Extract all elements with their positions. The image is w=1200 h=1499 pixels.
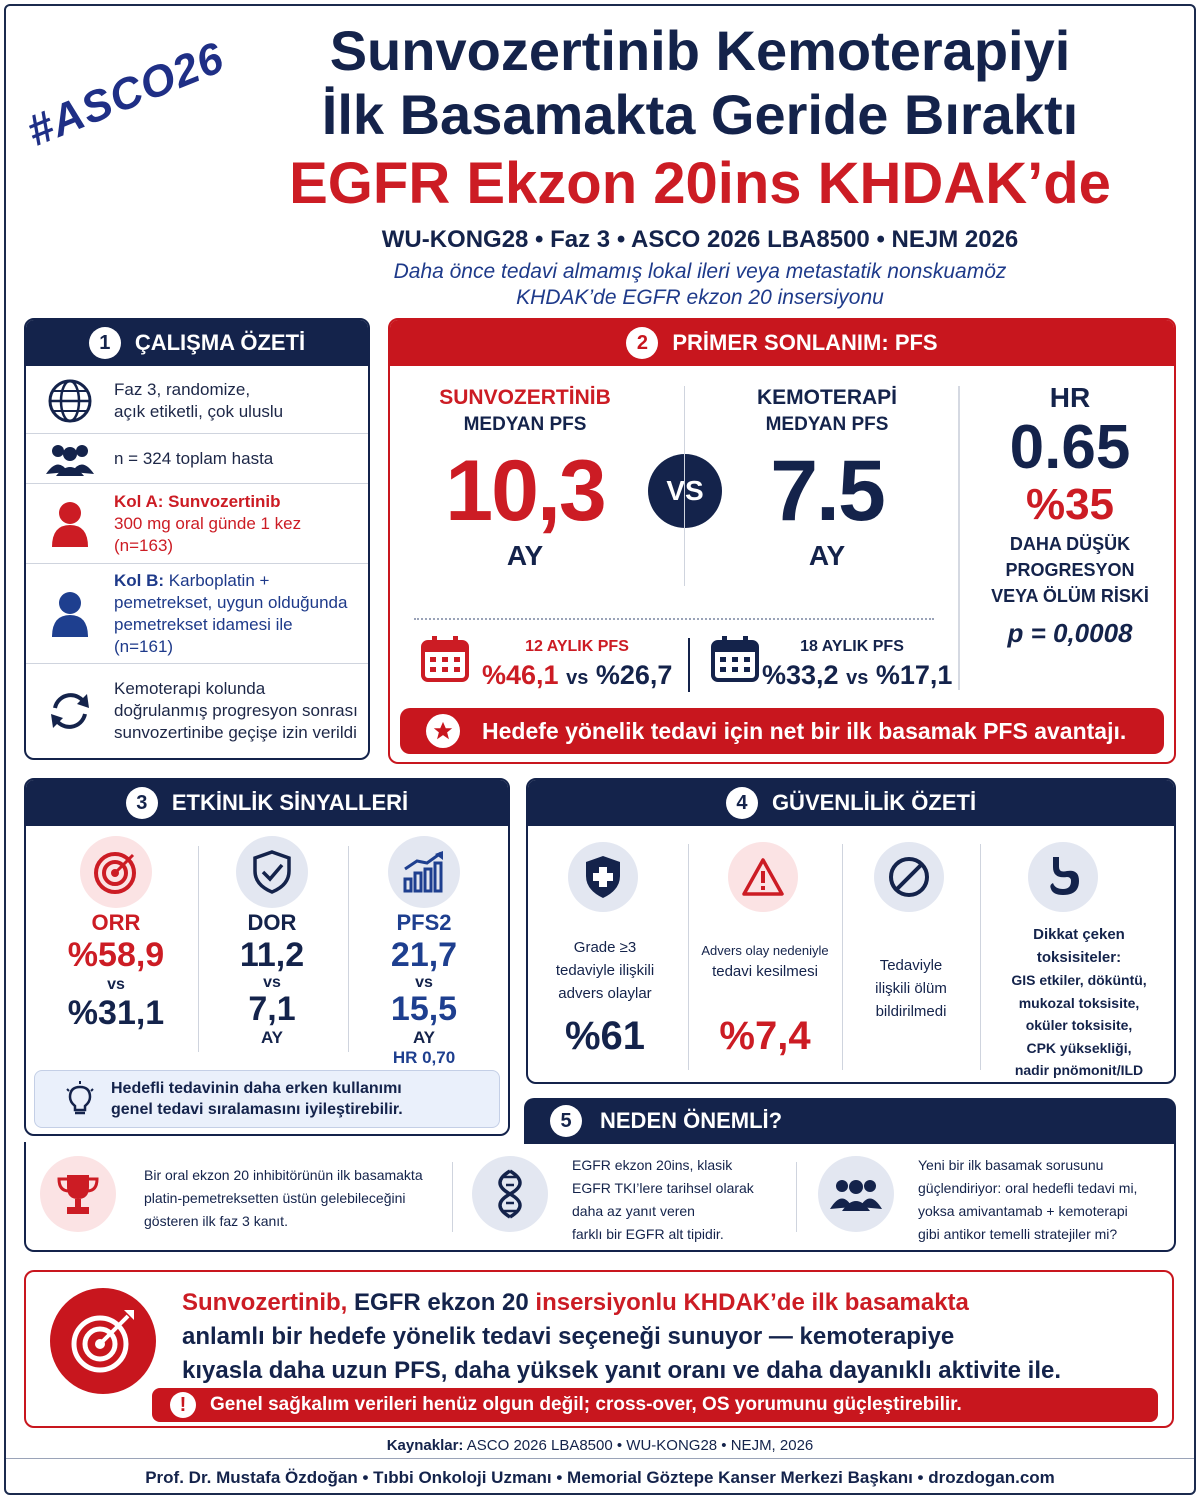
- arm-a-n: (n=163): [114, 535, 174, 555]
- section-3-header: [26, 780, 508, 826]
- subtitle-line-2: KHDAK’de EGFR ekzon 20 insersiyonu: [516, 286, 884, 309]
- arm-b-unit: AY: [808, 540, 846, 571]
- divider: [980, 844, 981, 1070]
- exclamation-icon: !: [170, 1392, 196, 1418]
- section-title: ÇALIŞMA ÖZETİ: [134, 330, 306, 355]
- arm-a-median-label: MEDYAN PFS: [463, 414, 587, 435]
- crossover-line-3: sunvozertinibe geçişe izin verildi: [114, 723, 357, 742]
- study-meta: WU-KONG28 • Faz 3 • ASCO 2026 LBA8500 • NEJM 2026: [381, 226, 1019, 253]
- prohibited-icon: [874, 842, 944, 912]
- calendar-icon-red: [420, 634, 470, 684]
- pfs18-label: 18 AYLIK PFS: [800, 638, 904, 655]
- tox-line-6: CPK yüksekliği,: [1026, 1039, 1132, 1056]
- conclusion-mutation: EGFR ekzon 20: [347, 1289, 536, 1316]
- pfs12-arm-b: %26,7: [595, 660, 673, 690]
- arm-b-drug: Karboplatin +: [164, 570, 270, 590]
- arm-b-median-pfs: 7.5: [770, 443, 884, 539]
- divider: [198, 846, 199, 1052]
- summary-row-arm-b: [26, 564, 368, 664]
- note-line-2: genel tedavi sıralamasını iyileştirebilir.: [111, 1101, 403, 1118]
- summary-row-n: [26, 434, 368, 484]
- discontinuation-line-1: Advers olay nedeniyle: [701, 943, 829, 958]
- why-1-line-2: platin-pemetreksetten üstün gelebileceğini: [144, 1190, 406, 1206]
- section-2-header: [390, 320, 1174, 366]
- divider: [688, 844, 689, 1070]
- why-3-line-3: yoksa amivantamab + kemoterapi: [918, 1203, 1128, 1219]
- sources-label: Kaynaklar:: [386, 1437, 464, 1454]
- why-2-line-4: farklı bir EGFR alt tipidir.: [572, 1226, 724, 1242]
- pfs18-arm-a: %33,2: [762, 660, 839, 690]
- divider: [958, 386, 960, 690]
- why-2-line-2: EGFR TKI’lere tarihsel olarak: [572, 1180, 754, 1196]
- arm-b-line-2: pemetrekset, uygun olduğunda: [114, 592, 348, 612]
- crossover-line-2: doğrulanmış progresyon sonrası: [114, 701, 358, 720]
- arm-b-title: Kol B:: [114, 570, 165, 590]
- section-5-header: [524, 1098, 1176, 1144]
- dotted-divider: [414, 618, 934, 620]
- arm-a-title: Kol A: Sunvozertinib: [114, 491, 281, 511]
- group-icon: [818, 1156, 894, 1232]
- vs-text: vs: [107, 976, 125, 993]
- warning-text: Genel sağkalım verileri henüz olgun değil; cross-over, OS yorumunu güçleştirebilir.: [210, 1394, 962, 1415]
- tox-line-3: GIS etkiler, döküntü,: [1011, 972, 1147, 988]
- note-line-1: Hedefli tedavinin daha erken kullanımı: [111, 1080, 402, 1097]
- why-2-line-1: EGFR ekzon 20ins, klasik: [572, 1157, 733, 1173]
- total-patients: n = 324 toplam hasta: [114, 448, 274, 468]
- target-icon: [80, 836, 152, 908]
- vs-text: vs: [415, 974, 433, 991]
- refresh-icon: [47, 688, 93, 734]
- pfs18-arm-b: %17,1: [875, 660, 953, 690]
- summary-row-crossover: [26, 664, 368, 758]
- section-number: 4: [726, 787, 758, 819]
- orr-arm-a: %58,9: [67, 936, 165, 974]
- risk-line-3: VEYA ÖLÜM RİSKİ: [991, 586, 1149, 606]
- shield-check-icon: [236, 836, 308, 908]
- divider: [842, 844, 843, 1070]
- people-icon: [44, 442, 96, 476]
- vs-text: vs: [263, 974, 281, 991]
- hashtag: #ASCO26: [20, 32, 231, 157]
- section-number: 1: [89, 327, 121, 359]
- arm-b-n: (n=161): [114, 636, 174, 656]
- arm-a-unit: AY: [506, 540, 544, 571]
- dor-arm-b: 7,1: [248, 990, 296, 1028]
- pfs2-arm-a: 21,7: [390, 936, 458, 974]
- discontinuation-value: %7,4: [719, 1014, 811, 1058]
- section-1-header: [26, 320, 368, 366]
- orr-arm-b: %31,1: [67, 994, 165, 1032]
- section-number: 2: [626, 327, 658, 359]
- footer-divider: [6, 1458, 1194, 1459]
- grade3-value: %61: [564, 1014, 646, 1058]
- pfs12-label: 12 AYLIK PFS: [525, 638, 629, 655]
- tox-line-5: oküler toksisite,: [1025, 1017, 1133, 1033]
- arm-a-median-pfs: 10,3: [445, 443, 605, 539]
- os-warning-banner: [152, 1388, 1158, 1422]
- tox-line-1: Dikkat çeken: [1033, 926, 1125, 943]
- discontinuation-line-2: tedavi kesilmesi: [712, 963, 818, 980]
- vs-badge: VS: [648, 454, 722, 528]
- growth-chart-icon: [388, 836, 460, 908]
- pfs2-arm-b: 15,5: [390, 990, 458, 1028]
- subtitle-line-1: Daha önce tedavi almamış lokal ileri veya metastatik nonskuamöz: [393, 260, 1007, 283]
- why-3-line-1: Yeni bir ilk basamak sorusunu: [918, 1157, 1104, 1173]
- section-why-important: [24, 1142, 1176, 1252]
- design-line-1: Faz 3, randomize,: [114, 379, 251, 399]
- dna-icon: [472, 1156, 548, 1232]
- crossover-line-1: Kemoterapi kolunda: [114, 679, 266, 698]
- arm-a-name: SUNVOZERTİNİB: [439, 386, 611, 409]
- section-study-summary: [24, 318, 370, 760]
- divider: [684, 386, 685, 586]
- medical-shield-icon: [568, 842, 638, 912]
- title-line-2: İlk Basamakta Geride Bıraktı: [321, 83, 1079, 146]
- title-line-3: EGFR Ekzon 20ins KHDAK’de: [289, 151, 1111, 216]
- death-line-3: bildirilmedi: [875, 1003, 947, 1020]
- section-safety: [526, 778, 1176, 1084]
- target-arrow-icon: [50, 1288, 156, 1394]
- tox-line-2: toksisiteler:: [1036, 948, 1122, 966]
- divider: [796, 1162, 797, 1232]
- risk-reduction: %35: [1025, 480, 1115, 529]
- section-number: 3: [126, 787, 158, 819]
- person-icon-blue: [50, 591, 90, 637]
- pfs-advantage-banner: [400, 708, 1164, 754]
- star-icon: [426, 714, 460, 748]
- vs-text: vs: [566, 667, 589, 689]
- summary-row-arm-a: [26, 484, 368, 564]
- stomach-icon: [1028, 842, 1098, 912]
- pfs2-label: PFS2: [396, 910, 452, 935]
- orr-label: ORR: [91, 910, 141, 935]
- pfs12-arm-a: %46,1: [482, 660, 559, 690]
- risk-line-1: DAHA DÜŞÜK: [1009, 534, 1131, 554]
- banner-text: Hedefe yönelik tedavi için net bir ilk basamak PFS avantajı.: [482, 717, 1127, 744]
- arm-b-median-label: MEDYAN PFS: [765, 414, 889, 435]
- why-2-line-3: daha az yanıt veren: [572, 1203, 695, 1219]
- section-title: ETKİNLİK SİNYALLERİ: [171, 790, 409, 815]
- arm-a-dose: 300 mg oral günde 1 kez: [114, 513, 302, 533]
- p-value: p = 0,0008: [1007, 618, 1133, 648]
- section-4-header: [528, 780, 1174, 826]
- globe-icon: [47, 378, 93, 424]
- vs-text: vs: [846, 667, 869, 689]
- conclusion-line-2: anlamlı bir hedefe yönelik tedavi seçeneği sunuyor — kemoterapiye: [182, 1323, 955, 1350]
- grade3-line-2: tedaviyle ilişkili: [555, 962, 655, 979]
- death-line-2: ilişkili ölüm: [875, 980, 947, 997]
- pfs2-hr: HR 0,70: [392, 1048, 456, 1067]
- arm-b-name: KEMOTERAPİ: [756, 386, 897, 409]
- dor-unit: AY: [260, 1028, 284, 1047]
- dor-arm-a: 11,2: [239, 936, 305, 974]
- grade3-line-1: Grade ≥3: [573, 939, 637, 956]
- section-efficacy: [24, 778, 510, 1136]
- grade3-line-3: advers olaylar: [558, 985, 652, 1002]
- summary-row-design: [26, 368, 368, 434]
- arm-b-line-3: pemetrekset idamesi ile: [114, 614, 293, 634]
- conclusion-setting: insersiyonlu KHDAK’de ilk basamakta: [535, 1289, 969, 1316]
- person-icon-red: [50, 501, 90, 547]
- trophy-icon: [40, 1156, 116, 1232]
- why-3-line-4: gibi antikor temelli stratejiler mi?: [918, 1226, 1118, 1242]
- pfs2-unit: AY: [412, 1028, 436, 1047]
- section-primary-endpoint: [388, 318, 1176, 764]
- section-title: PRİMER SONLANIM: PFS: [672, 330, 938, 355]
- efficacy-note: [34, 1070, 500, 1128]
- sources: [0, 1437, 1200, 1454]
- warning-icon: [728, 842, 798, 912]
- why-1-line-1: Bir oral ekzon 20 inhibitörünün ilk basamakta: [144, 1167, 423, 1183]
- conclusion-drug: Sunvozertinib,: [182, 1289, 348, 1316]
- title-line-1: Sunvozertinib Kemoterapiyi: [329, 19, 1071, 82]
- footer-credits: Prof. Dr. Mustafa Özdoğan • Tıbbi Onkoloji Uzmanı • Memorial Göztepe Kanser Merkezi Başkanı • drozdogan.com: [145, 1468, 1055, 1487]
- tox-line-7: nadir pnömonit/ILD: [1014, 1062, 1144, 1078]
- hr-label: HR: [1049, 382, 1091, 413]
- sources-text: ASCO 2026 LBA8500 • WU-KONG28 • NEJM, 2026: [463, 1437, 814, 1454]
- divider: [348, 846, 349, 1052]
- tox-line-4: mukozal toksisite,: [1018, 994, 1140, 1011]
- section-number: 5: [550, 1105, 582, 1137]
- death-line-1: Tedaviyle: [879, 957, 943, 974]
- section-title: GÜVENLİLİK ÖZETİ: [771, 790, 977, 815]
- risk-line-2: PROGRESYON: [1005, 560, 1135, 580]
- hr-value: 0.65: [1009, 413, 1131, 482]
- section-title: NEDEN ÖNEMLİ?: [600, 1108, 783, 1133]
- lightbulb-icon: [65, 1081, 95, 1117]
- divider: [688, 638, 690, 692]
- divider: [452, 1162, 453, 1232]
- why-1-line-3: gösteren ilk faz 3 kanıt.: [144, 1213, 288, 1229]
- conclusion-box: [24, 1270, 1174, 1428]
- conclusion-line-3: kıyasla daha uzun PFS, daha yüksek yanıt oranı ve daha dayanıklı aktivite ile.: [182, 1357, 1062, 1384]
- why-3-line-2: güçlendiriyor: oral hedefli tedavi mi,: [918, 1180, 1138, 1196]
- design-line-2: açık etiketli, çok uluslu: [114, 401, 284, 421]
- dor-label: DOR: [247, 910, 297, 935]
- calendar-icon-navy: [710, 634, 760, 684]
